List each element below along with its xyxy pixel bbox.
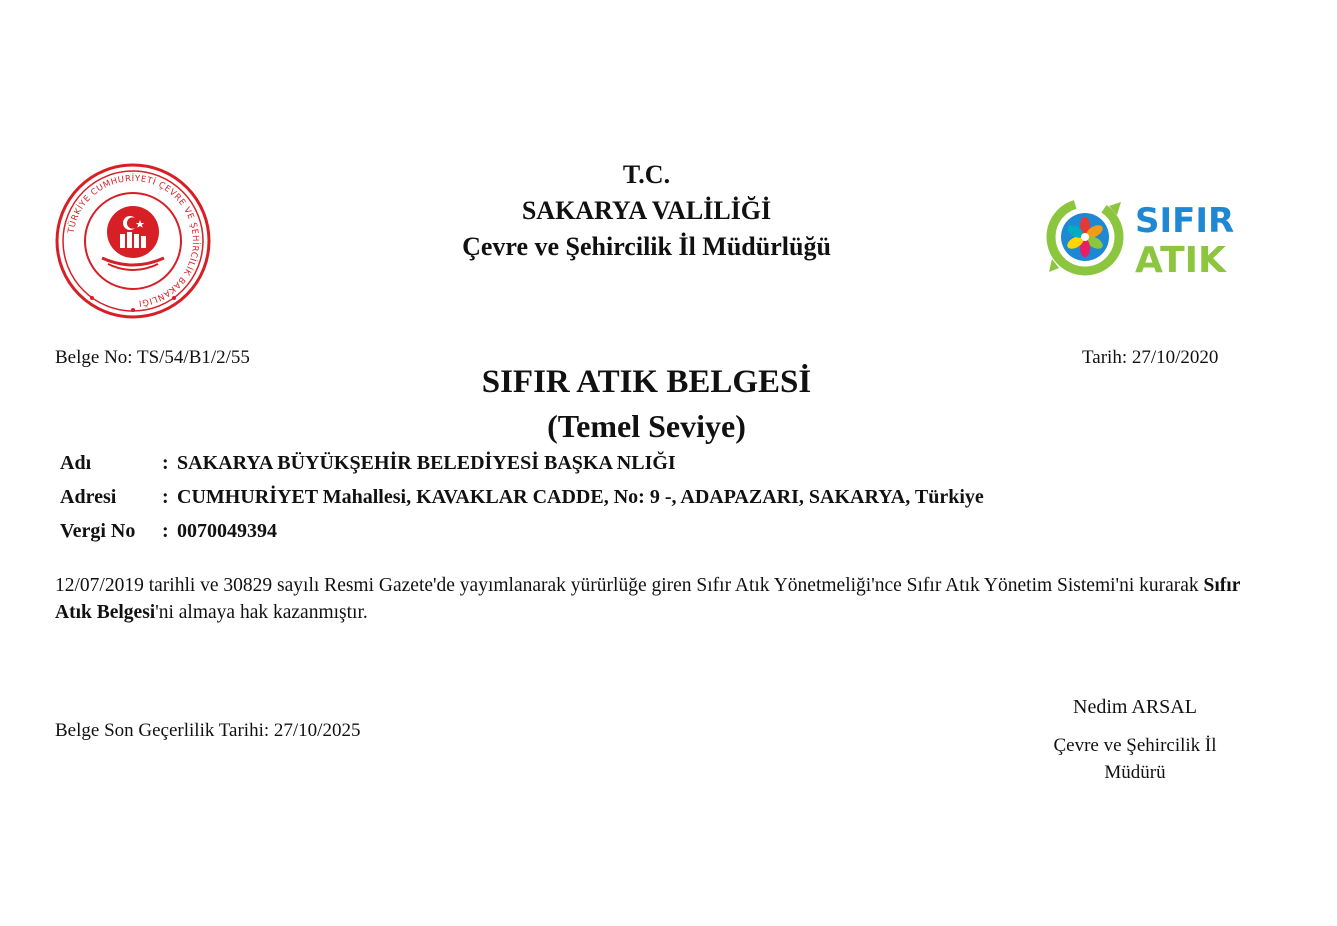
field-colon: : [162,452,169,474]
sifir-atik-logo [1043,192,1239,282]
logo-word-sifir: SIFIR [1135,201,1235,241]
statement-part2: 'ni almaya hak kazanmıştır. [155,602,368,623]
field-value: SAKARYA BÜYÜKŞEHİR BELEDİYESİ BAŞKA NLIĞI [177,452,676,474]
header-tc: T.C. [622,160,671,189]
field-label: Vergi No [60,520,136,542]
certificate-title: SIFIR ATIK BELGESİ [481,364,812,400]
header-valilik: SAKARYA VALİLİĞİ [521,196,772,225]
validity-date: Belge Son Geçerlilik Tarihi: 27/10/2025 [55,720,361,741]
certificate-statement [55,572,1245,626]
certificate-level: (Temel Seviye) [547,408,746,444]
field-value: 0070049394 [177,520,277,542]
statement-bold: Sıfır Atık Belgesi [55,575,1241,623]
document-number: Belge No: TS/54/B1/2/55 [55,347,250,368]
logo-word-atik: ATIK [1135,240,1226,281]
document-date: Tarih: 27/10/2020 [1082,347,1219,368]
field-label: Adresi [60,486,117,508]
field-value: CUMHURİYET Mahallesi, KAVAKLAR CADDE, No: 9 -, ADAPAZARI, SAKARYA, Türkiye [177,486,984,508]
field-colon: : [162,520,169,542]
signatory-title-line2: Müdürü [1104,762,1166,783]
signatory-title-line1: Çevre ve Şehircilik İl [1053,735,1217,756]
signatory-name: Nedim ARSAL [1073,696,1197,718]
signatory-title [1030,732,1240,786]
field-label: Adı [60,452,92,474]
statement-part1: 12/07/2019 tarihli ve 30829 sayılı Resmi Gazete'de yayımlanarak yürürlüğe giren Sıfır Atık Yönetmeliği'nce Sıfır Atık Yönetim Sistemi'ni kurarak [55,575,1204,596]
ministry-seal-logo [52,160,214,322]
field-colon: : [162,486,169,508]
header-mudurluk: Çevre ve Şehircilik İl Müdürlüğü [462,232,831,261]
seal-ring-text: TÜRKİYE CUMHURİYETİ ÇEVRE VE ŞEHİRCİLİK BAKANLIĞI [66,173,201,308]
